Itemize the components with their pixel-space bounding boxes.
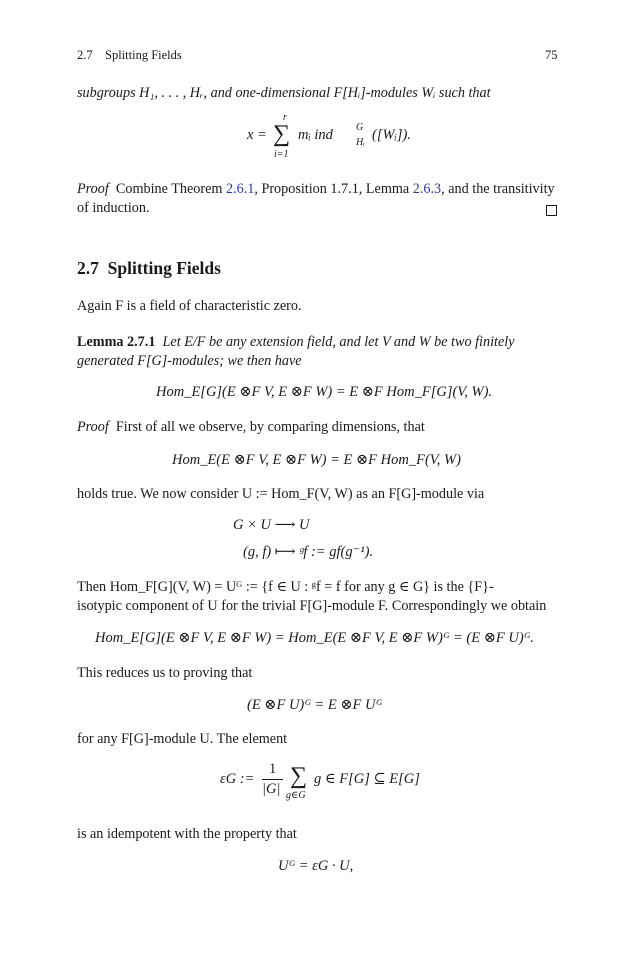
- eq-x-lhs: x =: [247, 127, 267, 143]
- proof-2-line-3: Then Hom_F[G](V, W) = Uᴳ := {f ∈ U : ᵍf = f for any g ∈ G} is the {F}-: [77, 579, 494, 595]
- eps-sum-sub: g∈G: [286, 790, 306, 801]
- proof-2-line-4: isotypic component of U for the trivial F[G]-module F. Correspondingly we obtain: [77, 598, 547, 614]
- lemma-line-1: Lemma 2.7.1 Let E/F be any extension field, and let V and W be two finitely: [77, 334, 515, 350]
- proof-2-line-5: This reduces us to proving that: [77, 665, 253, 681]
- section-title: Splitting Fields: [107, 258, 221, 278]
- action-map-1: G × U ⟶ U: [233, 517, 310, 533]
- sum-symbol: ∑: [273, 121, 291, 147]
- eps-lhs: εG :=: [220, 771, 255, 787]
- running-head-title: Splitting Fields: [105, 48, 182, 62]
- proof-2-line-6: for any F[G]-module U. The element: [77, 731, 288, 747]
- sum-lower: i=1: [274, 149, 289, 160]
- proof-2-line-7: is an idempotent with the property that: [77, 826, 297, 842]
- action-map-2: (g, f) ⟼ ᵍf := gf(g⁻¹).: [243, 544, 374, 560]
- page-number: 75: [545, 48, 558, 62]
- eq-x-body: mᵢ ind: [298, 127, 333, 143]
- paragraph: Again F is a field of characteristic zero.: [77, 298, 302, 314]
- ind-sup: G: [356, 122, 364, 133]
- eps-rhs: g ∈ F[G] ⊆ E[G]: [314, 771, 420, 787]
- qed-square: [546, 203, 557, 221]
- lemma-label: Lemma 2.7.1: [77, 334, 156, 350]
- proof-1-line-2: of induction.: [77, 200, 150, 216]
- eq-x-arg: ([Wᵢ]).: [372, 127, 411, 143]
- eps-denominator: |G|: [262, 781, 281, 797]
- proof-label: Proof: [77, 181, 109, 197]
- proof-label: Proof: [77, 419, 109, 435]
- eps-sum-symbol: ∑: [290, 763, 308, 789]
- hom-g-equation: Hom_E[G](E ⊗F V, E ⊗F W) = Hom_E(E ⊗F V, E ⊗F W)ᴳ = (E ⊗F U)ᴳ.: [95, 630, 534, 646]
- ind-sub: Hᵢ: [356, 137, 365, 148]
- sum-upper: r: [283, 112, 287, 123]
- proof-2-line-1: Proof First of all we observe, by comparing dimensions, that: [77, 419, 425, 435]
- ref-theorem-2-6-1[interactable]: 2.6.1: [225, 181, 255, 197]
- lemma-equation: Hom_E[G](E ⊗F V, E ⊗F W) = E ⊗F Hom_F[G](V, W).: [156, 384, 493, 400]
- running-head-section: 2.7: [77, 48, 93, 62]
- lemma-line-2: generated F[G]-modules; we then have: [77, 353, 302, 369]
- ref-lemma-2-6-3[interactable]: 2.6.3: [412, 181, 442, 197]
- theorem-continuation: subgroups H₁, . . . , Hᵣ, and one-dimensional F[Hᵢ]-modules Wᵢ such that: [77, 85, 491, 101]
- proof-1-line-1: Proof Combine Theorem 2.6.1, Proposition 1.7.1, Lemma 2.6.3, and the transitivity: [77, 181, 555, 197]
- fraction-bar: [262, 779, 283, 780]
- section-number: 2.7: [77, 258, 99, 278]
- hom-equation: Hom_E(E ⊗F V, E ⊗F W) = E ⊗F Hom_F(V, W): [172, 452, 461, 468]
- eps-numerator: 1: [269, 761, 277, 777]
- proof-2-line-2: holds true. We now consider U := Hom_F(V, W) as an F[G]-module via: [77, 486, 485, 502]
- invariants-equation: (E ⊗F U)ᴳ = E ⊗F Uᴳ: [247, 697, 383, 713]
- section-heading: [77, 258, 221, 279]
- idempotent-equation: Uᴳ = εG · U,: [278, 858, 354, 874]
